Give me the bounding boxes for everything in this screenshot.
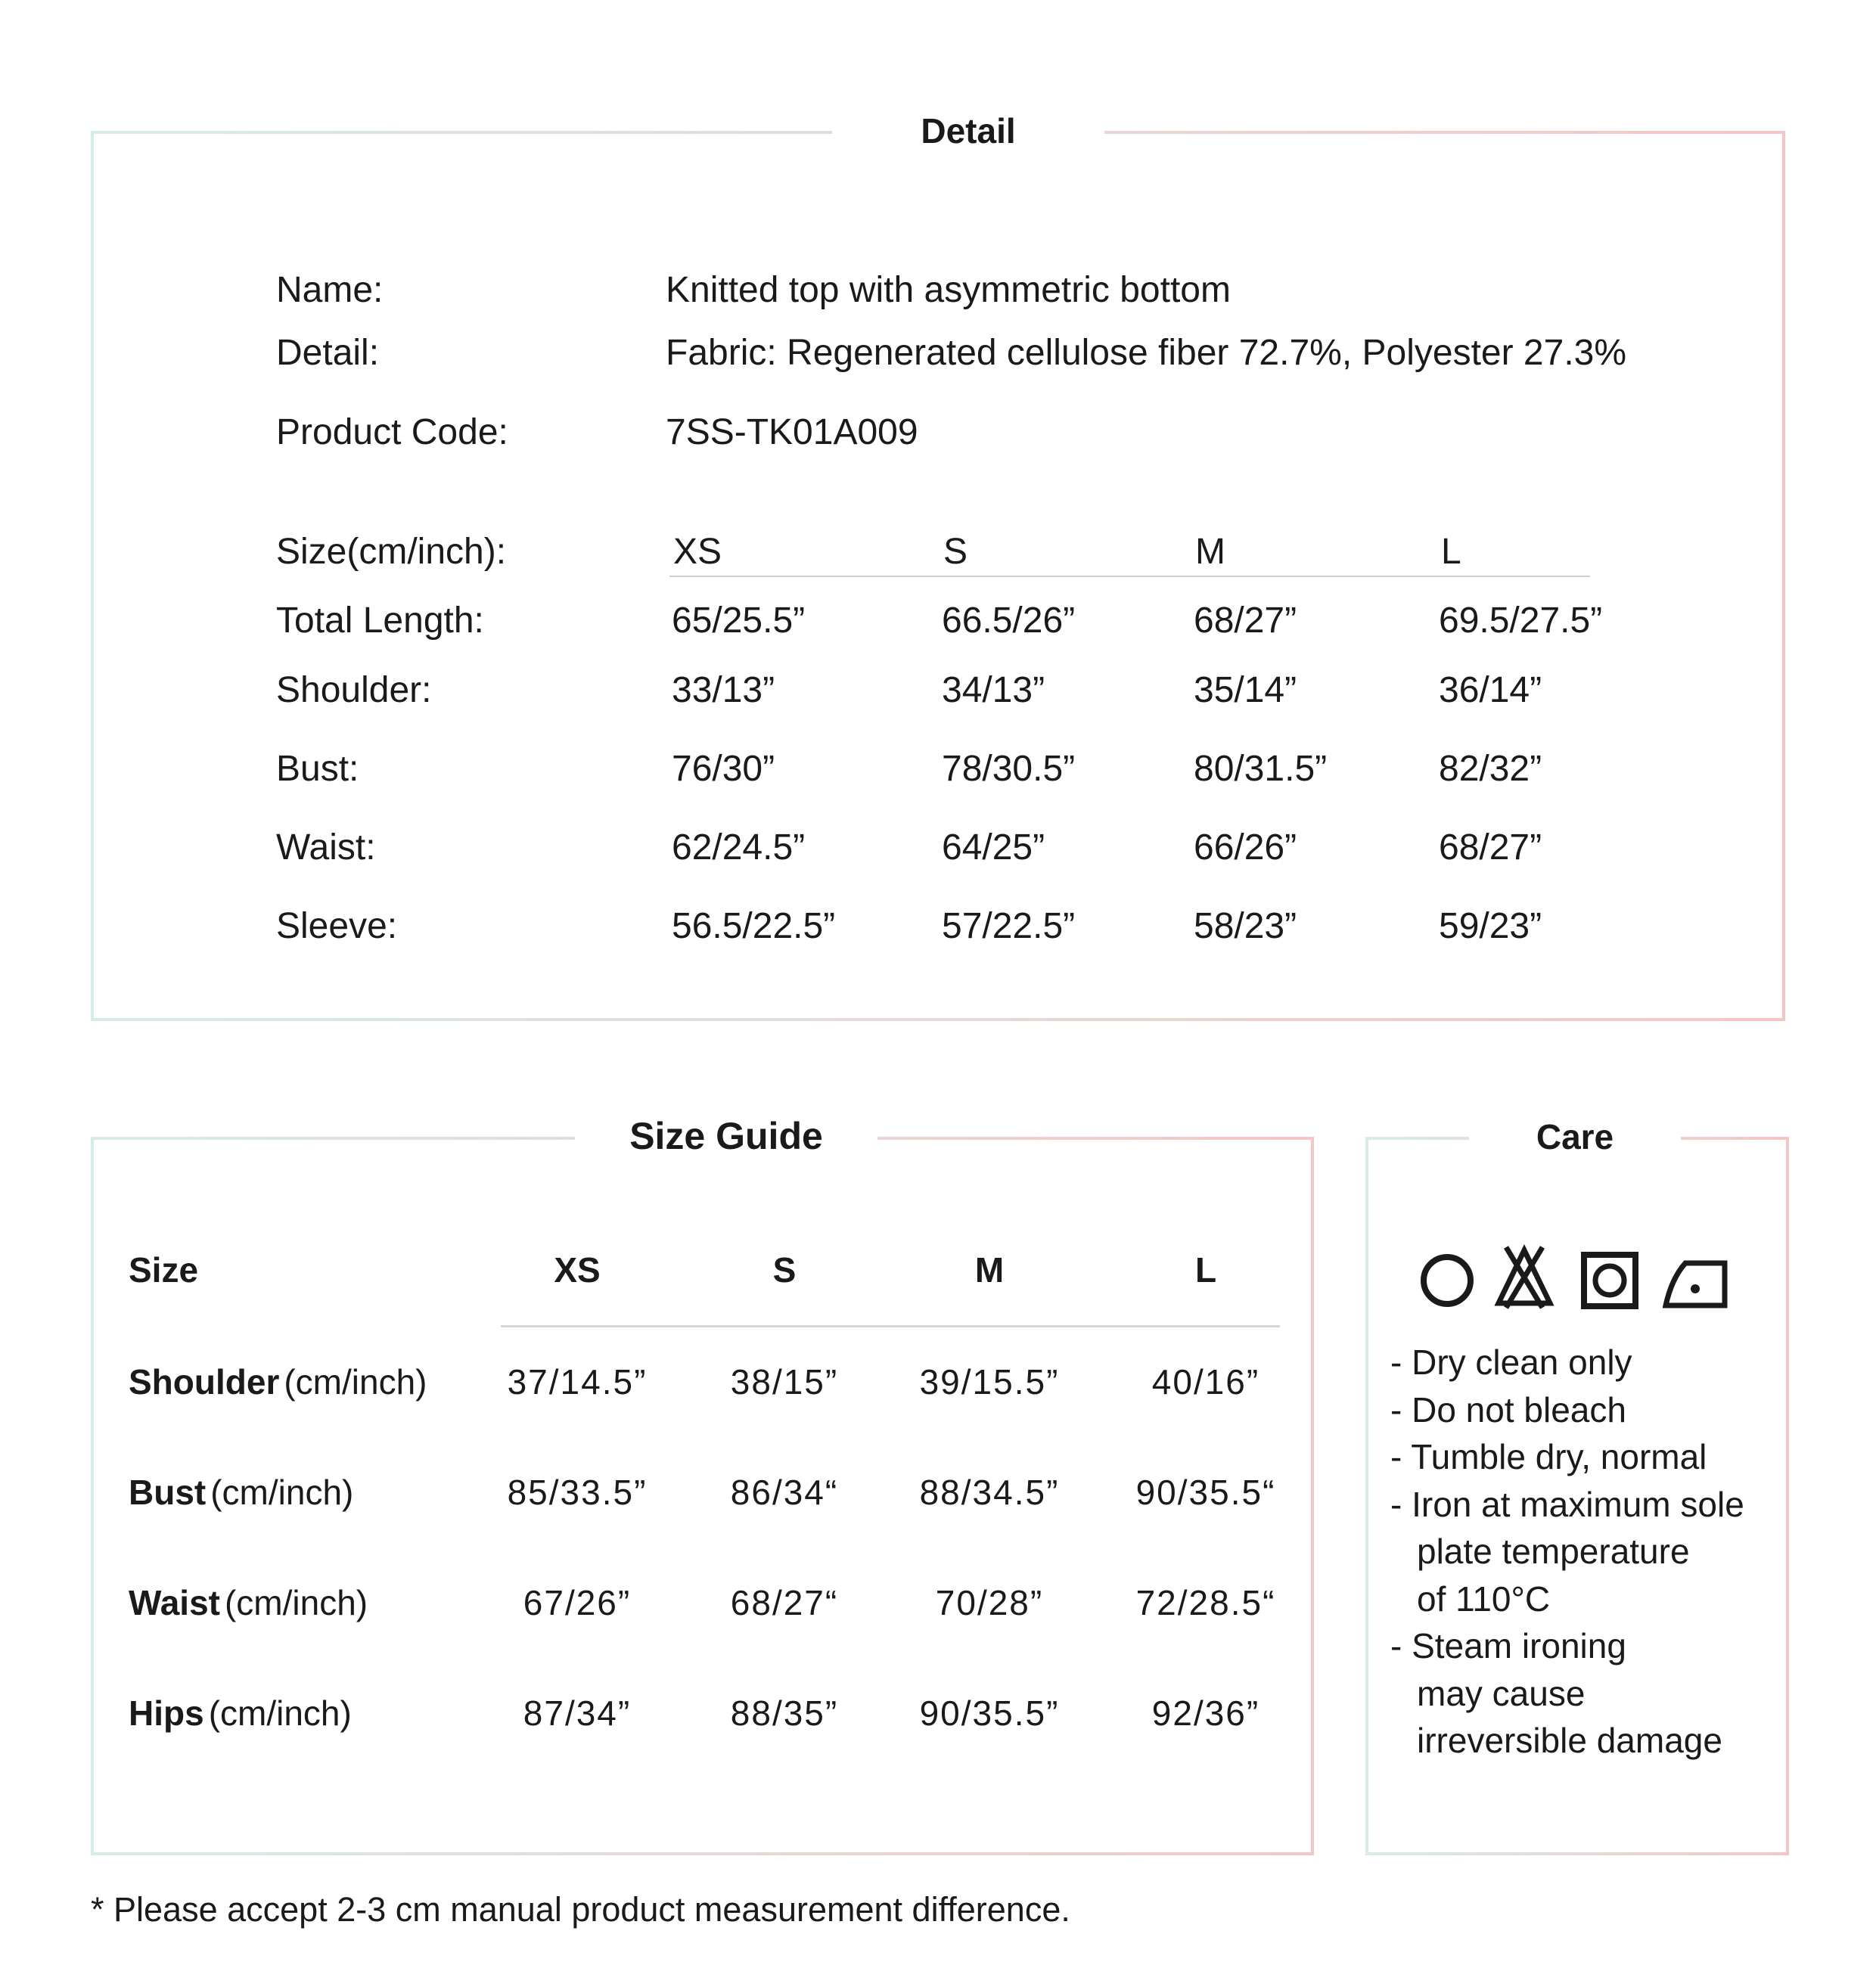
row-value: 65/25.5”	[672, 601, 806, 641]
row-value: 59/23”	[1439, 906, 1542, 946]
care-line: - Iron at maximum sole	[1390, 1485, 1744, 1524]
size-header-l: L	[1441, 532, 1461, 572]
iron-icon	[1663, 1256, 1728, 1310]
row-label: Bust:	[276, 749, 359, 789]
measure-name: Waist	[129, 1583, 220, 1622]
size-guide-value: 86/34“	[730, 1473, 839, 1512]
name-label: Name:	[276, 270, 384, 310]
size-guide-row-label	[129, 1475, 353, 1510]
size-label: Size(cm/inch):	[276, 532, 507, 572]
care-line: plate temperature	[1417, 1532, 1690, 1571]
size-header-s: S	[943, 532, 968, 572]
row-label: Shoulder:	[276, 670, 432, 710]
row-value: 66.5/26”	[942, 601, 1076, 641]
size-guide-value: 68/27“	[730, 1583, 839, 1622]
care-line: of 110°C	[1417, 1579, 1551, 1619]
measure-unit: (cm/inch)	[224, 1583, 368, 1622]
detail-value: Fabric: Regenerated cellulose fiber 72.7%, Polyester 27.3%	[666, 333, 1627, 373]
size-guide-value: 87/34”	[523, 1693, 632, 1733]
size-guide-value: 90/35.5”	[919, 1693, 1060, 1733]
care-line: - Tumble dry, normal	[1390, 1437, 1707, 1476]
do-not-bleach-icon	[1494, 1244, 1555, 1309]
row-value: 78/30.5”	[942, 749, 1076, 789]
care-line: - Do not bleach	[1390, 1390, 1626, 1430]
row-value: 82/32”	[1439, 749, 1542, 789]
size-guide-header-l: L	[1194, 1250, 1217, 1290]
size-guide-value: 70/28”	[935, 1583, 1044, 1622]
row-value: 36/14”	[1439, 670, 1542, 710]
care-title: Care	[1469, 1119, 1681, 1154]
care-line: - Dry clean only	[1390, 1343, 1632, 1382]
row-value: 35/14”	[1194, 670, 1297, 710]
row-value: 62/24.5”	[672, 827, 806, 868]
measure-unit: (cm/inch)	[284, 1362, 427, 1402]
row-value: 76/30”	[672, 749, 775, 789]
size-guide-value: 39/15.5”	[919, 1362, 1060, 1402]
size-guide-row-label	[129, 1585, 368, 1620]
size-guide-value: 92/36”	[1151, 1693, 1260, 1733]
row-value: 69.5/27.5”	[1439, 601, 1603, 641]
row-label: Waist:	[276, 827, 376, 868]
size-guide-title: Size Guide	[575, 1117, 877, 1155]
row-value: 64/25”	[942, 827, 1045, 868]
size-guide-header-label: Size	[129, 1250, 199, 1290]
size-guide-row-label	[129, 1693, 352, 1733]
size-guide-value: 88/35”	[730, 1693, 839, 1733]
size-guide-header-m: M	[974, 1250, 1005, 1290]
row-value: 34/13”	[942, 670, 1045, 710]
size-guide-value: 90/35.5“	[1135, 1473, 1276, 1512]
measure-unit: (cm/inch)	[208, 1693, 352, 1733]
size-guide-row-label	[129, 1362, 427, 1402]
size-guide-value: 40/16”	[1151, 1362, 1260, 1402]
row-value: 66/26”	[1194, 827, 1297, 868]
measure-name: Hips	[129, 1693, 204, 1733]
detail-title: Detail	[832, 113, 1104, 148]
measure-name: Bust	[129, 1473, 207, 1512]
size-header-divider	[669, 576, 1590, 577]
row-label: Total Length:	[276, 601, 484, 641]
measure-name: Shoulder	[129, 1362, 280, 1402]
size-header-xs: XS	[673, 532, 722, 572]
size-guide-value: 85/33.5”	[507, 1473, 648, 1512]
dry-clean-icon	[1418, 1252, 1476, 1309]
code-label: Product Code:	[276, 412, 508, 452]
row-value: 56.5/22.5”	[672, 906, 836, 946]
size-guide-header-xs: XS	[554, 1250, 601, 1290]
size-guide-header-s: S	[772, 1250, 797, 1290]
size-header-m: M	[1195, 532, 1225, 572]
name-value: Knitted top with asymmetric bottom	[666, 270, 1231, 310]
size-guide-value: 88/34.5”	[919, 1473, 1060, 1512]
size-guide-header-divider	[501, 1325, 1280, 1327]
row-value: 80/31.5”	[1194, 749, 1328, 789]
row-value: 57/22.5”	[942, 906, 1076, 946]
detail-label: Detail:	[276, 333, 380, 373]
row-value: 68/27”	[1439, 827, 1542, 868]
size-guide-value: 67/26”	[523, 1583, 632, 1622]
code-value: 7SS-TK01A009	[666, 412, 918, 452]
size-guide-value: 72/28.5“	[1135, 1583, 1276, 1622]
tumble-dry-icon	[1581, 1252, 1638, 1309]
measure-unit: (cm/inch)	[210, 1473, 354, 1512]
row-label: Sleeve:	[276, 906, 398, 946]
row-value: 58/23”	[1194, 906, 1297, 946]
care-line: may cause	[1417, 1674, 1586, 1713]
measurement-footnote: * Please accept 2-3 cm manual product measurement difference.	[91, 1890, 1070, 1929]
care-line: irreversible damage	[1417, 1721, 1722, 1760]
row-value: 33/13”	[672, 670, 775, 710]
care-line: - Steam ironing	[1390, 1626, 1626, 1665]
size-guide-value: 37/14.5”	[507, 1362, 648, 1402]
row-value: 68/27”	[1194, 601, 1297, 641]
size-guide-value: 38/15”	[730, 1362, 839, 1402]
